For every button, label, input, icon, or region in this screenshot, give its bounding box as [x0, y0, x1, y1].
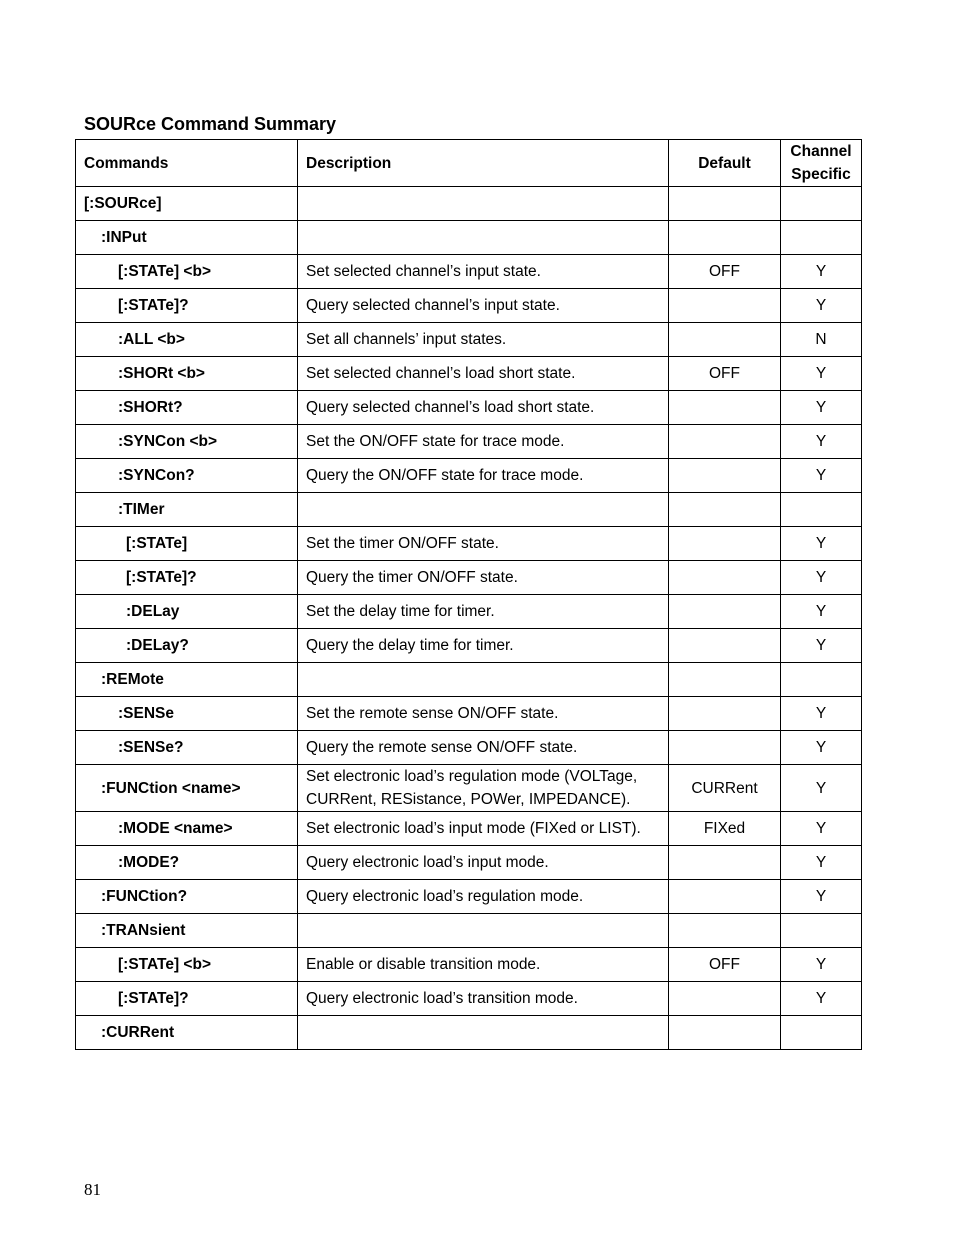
- default-cell: FIXed: [669, 812, 781, 846]
- table-row: [76, 527, 862, 561]
- channel-specific-cell: Y: [781, 595, 862, 629]
- table-row: [76, 765, 862, 812]
- description-cell: Query the remote sense ON/OFF state.: [298, 731, 669, 765]
- default-cell: [669, 595, 781, 629]
- default-cell: [669, 914, 781, 948]
- default-cell: [669, 289, 781, 323]
- command-cell: :INPut: [76, 221, 298, 255]
- description-cell: Set the timer ON/OFF state.: [298, 527, 669, 561]
- channel-specific-cell: Y: [781, 812, 862, 846]
- command-cell: :TRANsient: [76, 914, 298, 948]
- command-summary-table: [75, 139, 862, 1050]
- command-cell: :SHORt?: [76, 391, 298, 425]
- channel-specific-cell: [781, 1016, 862, 1050]
- default-cell: [669, 982, 781, 1016]
- channel-specific-cell: Y: [781, 527, 862, 561]
- description-cell: [298, 663, 669, 697]
- command-cell: :MODE?: [76, 846, 298, 880]
- table-row: [76, 914, 862, 948]
- default-cell: [669, 221, 781, 255]
- description-cell: Query the delay time for timer.: [298, 629, 669, 663]
- table-row: [76, 629, 862, 663]
- default-cell: OFF: [669, 948, 781, 982]
- command-cell: :SENSe?: [76, 731, 298, 765]
- default-cell: [669, 846, 781, 880]
- table-row: [76, 323, 862, 357]
- default-cell: [669, 425, 781, 459]
- channel-specific-cell: Y: [781, 982, 862, 1016]
- table-body: [76, 187, 862, 1050]
- command-cell: :SYNCon?: [76, 459, 298, 493]
- description-cell: Query selected channel’s load short state.: [298, 391, 669, 425]
- command-cell: :ALL <b>: [76, 323, 298, 357]
- table-row: [76, 595, 862, 629]
- description-cell: Query the timer ON/OFF state.: [298, 561, 669, 595]
- description-cell: Query electronic load’s transition mode.: [298, 982, 669, 1016]
- command-cell: :DELay?: [76, 629, 298, 663]
- section-title: SOURce Command Summary: [84, 114, 337, 134]
- table-row: [76, 663, 862, 697]
- table-row: [76, 459, 862, 493]
- table-row: [76, 948, 862, 982]
- table-row: [76, 812, 862, 846]
- channel-specific-cell: [781, 663, 862, 697]
- default-cell: [669, 493, 781, 527]
- description-cell: [298, 1016, 669, 1050]
- default-cell: CURRent: [669, 765, 781, 812]
- channel-specific-cell: Y: [781, 289, 862, 323]
- description-cell: Set the delay time for timer.: [298, 595, 669, 629]
- channel-specific-cell: [781, 221, 862, 255]
- table-row: [76, 357, 862, 391]
- channel-specific-cell: Y: [781, 765, 862, 812]
- channel-specific-cell: [781, 914, 862, 948]
- channel-specific-cell: Y: [781, 629, 862, 663]
- channel-specific-cell: Y: [781, 425, 862, 459]
- channel-specific-cell: N: [781, 323, 862, 357]
- channel-specific-cell: Y: [781, 948, 862, 982]
- channel-specific-cell: Y: [781, 697, 862, 731]
- default-cell: [669, 1016, 781, 1050]
- default-cell: [669, 880, 781, 914]
- table-row: [76, 187, 862, 221]
- command-cell: [:STATe] <b>: [76, 255, 298, 289]
- default-cell: [669, 561, 781, 595]
- command-cell: :SYNCon <b>: [76, 425, 298, 459]
- channel-specific-cell: Y: [781, 255, 862, 289]
- description-cell: [298, 493, 669, 527]
- header-row: [76, 140, 862, 187]
- command-cell: :REMote: [76, 663, 298, 697]
- description-cell: Set the ON/OFF state for trace mode.: [298, 425, 669, 459]
- channel-specific-cell: Y: [781, 731, 862, 765]
- command-cell: [:STATe] <b>: [76, 948, 298, 982]
- channel-specific-cell: [781, 187, 862, 221]
- command-cell: :FUNCtion <name>: [76, 765, 298, 812]
- header-description: Description: [298, 140, 669, 187]
- header-default: Default: [669, 140, 781, 187]
- table-row: [76, 255, 862, 289]
- default-cell: [669, 697, 781, 731]
- description-cell: Set selected channel’s load short state.: [298, 357, 669, 391]
- channel-specific-cell: Y: [781, 846, 862, 880]
- description-cell: Query electronic load’s input mode.: [298, 846, 669, 880]
- description-cell: Enable or disable transition mode.: [298, 948, 669, 982]
- command-cell: [:STATe]?: [76, 289, 298, 323]
- description-cell: Set electronic load’s input mode (FIXed or LIST).: [298, 812, 669, 846]
- command-cell: :MODE <name>: [76, 812, 298, 846]
- page-number: 81: [84, 1180, 101, 1199]
- table-header: [76, 140, 862, 187]
- table-row: [76, 731, 862, 765]
- channel-specific-cell: Y: [781, 561, 862, 595]
- table-row: [76, 561, 862, 595]
- table-row: [76, 391, 862, 425]
- default-cell: [669, 527, 781, 561]
- channel-specific-cell: Y: [781, 391, 862, 425]
- table-row: [76, 493, 862, 527]
- description-cell: Set selected channel’s input state.: [298, 255, 669, 289]
- command-cell: [:STATe]?: [76, 561, 298, 595]
- table-row: [76, 221, 862, 255]
- default-cell: [669, 323, 781, 357]
- description-cell: [298, 187, 669, 221]
- default-cell: OFF: [669, 255, 781, 289]
- default-cell: [669, 731, 781, 765]
- description-cell: [298, 221, 669, 255]
- table-row: [76, 697, 862, 731]
- table-row: [76, 982, 862, 1016]
- command-cell: [:STATe]?: [76, 982, 298, 1016]
- default-cell: [669, 459, 781, 493]
- command-cell: :CURRent: [76, 1016, 298, 1050]
- header-commands: Commands: [76, 140, 298, 187]
- command-cell: :DELay: [76, 595, 298, 629]
- table-row: [76, 880, 862, 914]
- table-row: [76, 846, 862, 880]
- channel-specific-cell: Y: [781, 880, 862, 914]
- command-cell: [:STATe]: [76, 527, 298, 561]
- default-cell: [669, 187, 781, 221]
- command-cell: :SHORt <b>: [76, 357, 298, 391]
- table-row: [76, 425, 862, 459]
- header-channel-specific: Channel Specific: [781, 140, 862, 187]
- description-cell: Set the remote sense ON/OFF state.: [298, 697, 669, 731]
- table-row: [76, 1016, 862, 1050]
- channel-specific-cell: Y: [781, 357, 862, 391]
- description-cell: Set electronic load’s regulation mode (VOLTage, CURRent, RESistance, POWer, IMPEDANCE).: [298, 765, 669, 812]
- default-cell: [669, 629, 781, 663]
- default-cell: [669, 391, 781, 425]
- description-cell: Set all channels’ input states.: [298, 323, 669, 357]
- channel-specific-cell: [781, 493, 862, 527]
- description-cell: Query selected channel’s input state.: [298, 289, 669, 323]
- description-cell: Query the ON/OFF state for trace mode.: [298, 459, 669, 493]
- command-cell: :TIMer: [76, 493, 298, 527]
- channel-specific-cell: Y: [781, 459, 862, 493]
- command-cell: [:SOURce]: [76, 187, 298, 221]
- command-cell: :FUNCtion?: [76, 880, 298, 914]
- description-cell: Query electronic load’s regulation mode.: [298, 880, 669, 914]
- default-cell: OFF: [669, 357, 781, 391]
- default-cell: [669, 663, 781, 697]
- command-cell: :SENSe: [76, 697, 298, 731]
- table-row: [76, 289, 862, 323]
- description-cell: [298, 914, 669, 948]
